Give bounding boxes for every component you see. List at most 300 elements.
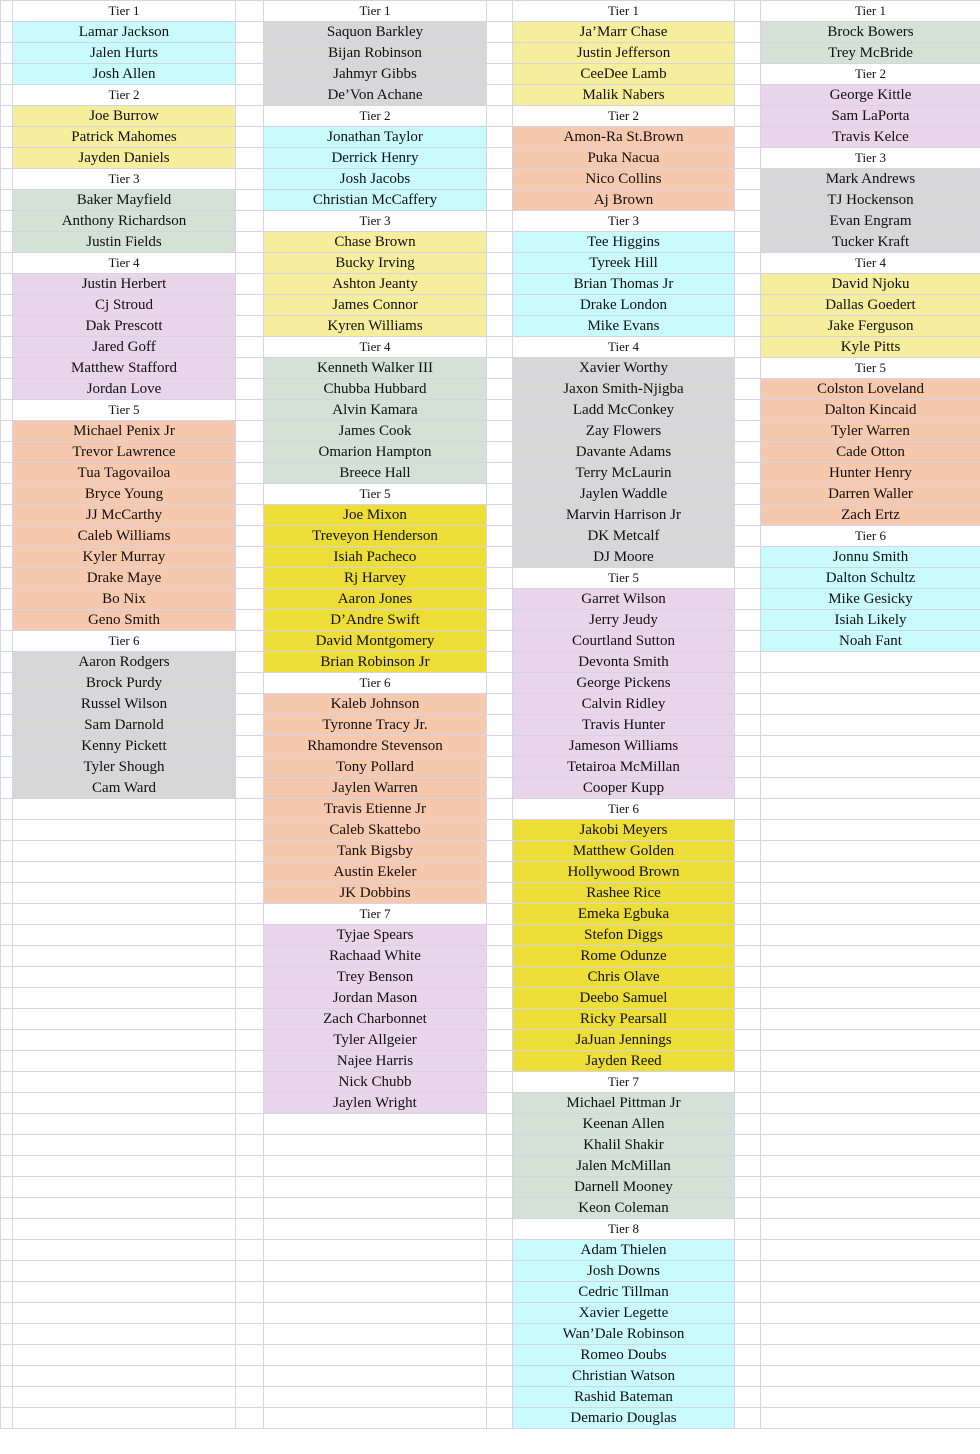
spacer-cell[interactable]: [1, 106, 13, 127]
empty-cell[interactable]: [761, 862, 980, 883]
empty-cell[interactable]: [761, 925, 980, 946]
spacer-cell[interactable]: [735, 295, 761, 316]
spacer-cell[interactable]: [487, 1177, 513, 1198]
spacer-cell[interactable]: [735, 85, 761, 106]
player-cell[interactable]: Jaylen Wright: [264, 1093, 487, 1114]
spacer-cell[interactable]: [236, 379, 264, 400]
empty-cell[interactable]: [264, 1114, 487, 1135]
spacer-cell[interactable]: [1, 1261, 13, 1282]
spacer-cell[interactable]: [236, 778, 264, 799]
player-cell[interactable]: Courtland Sutton: [513, 631, 735, 652]
spacer-cell[interactable]: [487, 358, 513, 379]
player-cell[interactable]: Kyler Murray: [13, 547, 236, 568]
spacer-cell[interactable]: [236, 925, 264, 946]
player-cell[interactable]: Adam Thielen: [513, 1240, 735, 1261]
player-cell[interactable]: Tyjae Spears: [264, 925, 487, 946]
player-cell[interactable]: Hollywood Brown: [513, 862, 735, 883]
player-cell[interactable]: Josh Jacobs: [264, 169, 487, 190]
empty-cell[interactable]: [264, 1177, 487, 1198]
spacer-cell[interactable]: [735, 715, 761, 736]
spacer-cell[interactable]: [735, 22, 761, 43]
spacer-cell[interactable]: [487, 1030, 513, 1051]
spacer-cell[interactable]: [1, 1051, 13, 1072]
player-cell[interactable]: Kenny Pickett: [13, 736, 236, 757]
player-cell[interactable]: Drake London: [513, 295, 735, 316]
player-cell[interactable]: Tee Higgins: [513, 232, 735, 253]
spacer-cell[interactable]: [487, 43, 513, 64]
spacer-cell[interactable]: [1, 274, 13, 295]
spacer-cell[interactable]: [236, 400, 264, 421]
empty-cell[interactable]: [264, 1156, 487, 1177]
player-cell[interactable]: Josh Allen: [13, 64, 236, 85]
player-cell[interactable]: Sam Darnold: [13, 715, 236, 736]
spacer-cell[interactable]: [487, 1387, 513, 1408]
player-cell[interactable]: Rhamondre Stevenson: [264, 736, 487, 757]
player-cell[interactable]: Jerry Jeudy: [513, 610, 735, 631]
player-cell[interactable]: Marvin Harrison Jr: [513, 505, 735, 526]
spacer-cell[interactable]: [1, 526, 13, 547]
spacer-cell[interactable]: [1, 1219, 13, 1240]
tier-header-cell[interactable]: Tier 2: [264, 106, 487, 127]
spacer-cell[interactable]: [1, 1387, 13, 1408]
spacer-cell[interactable]: [236, 1, 264, 22]
empty-cell[interactable]: [264, 1303, 487, 1324]
empty-cell[interactable]: [761, 1072, 980, 1093]
empty-cell[interactable]: [13, 1324, 236, 1345]
player-cell[interactable]: JJ McCarthy: [13, 505, 236, 526]
spacer-cell[interactable]: [1, 610, 13, 631]
empty-cell[interactable]: [13, 1135, 236, 1156]
spacer-cell[interactable]: [487, 631, 513, 652]
player-cell[interactable]: Bucky Irving: [264, 253, 487, 274]
player-cell[interactable]: Geno Smith: [13, 610, 236, 631]
tier-header-cell[interactable]: Tier 3: [513, 211, 735, 232]
spacer-cell[interactable]: [1, 841, 13, 862]
spacer-cell[interactable]: [1, 127, 13, 148]
empty-cell[interactable]: [761, 820, 980, 841]
player-cell[interactable]: Saquon Barkley: [264, 22, 487, 43]
player-cell[interactable]: Bijan Robinson: [264, 43, 487, 64]
spacer-cell[interactable]: [236, 1177, 264, 1198]
spacer-cell[interactable]: [236, 631, 264, 652]
spacer-cell[interactable]: [735, 1051, 761, 1072]
spacer-cell[interactable]: [735, 400, 761, 421]
player-cell[interactable]: Chase Brown: [264, 232, 487, 253]
player-cell[interactable]: Jaylen Waddle: [513, 484, 735, 505]
empty-cell[interactable]: [761, 1177, 980, 1198]
player-cell[interactable]: Cade Otton: [761, 442, 980, 463]
player-cell[interactable]: DK Metcalf: [513, 526, 735, 547]
player-cell[interactable]: Mike Gesicky: [761, 589, 980, 610]
spacer-cell[interactable]: [735, 169, 761, 190]
empty-cell[interactable]: [13, 967, 236, 988]
player-cell[interactable]: Noah Fant: [761, 631, 980, 652]
spacer-cell[interactable]: [487, 85, 513, 106]
spacer-cell[interactable]: [1, 1240, 13, 1261]
spacer-cell[interactable]: [487, 1219, 513, 1240]
player-cell[interactable]: Jahmyr Gibbs: [264, 64, 487, 85]
spacer-cell[interactable]: [236, 715, 264, 736]
spacer-cell[interactable]: [236, 1219, 264, 1240]
spacer-cell[interactable]: [1, 190, 13, 211]
player-cell[interactable]: Emeka Egbuka: [513, 904, 735, 925]
spacer-cell[interactable]: [735, 1198, 761, 1219]
player-cell[interactable]: Zach Ertz: [761, 505, 980, 526]
spacer-cell[interactable]: [487, 379, 513, 400]
tier-header-cell[interactable]: Tier 6: [264, 673, 487, 694]
spacer-cell[interactable]: [1, 505, 13, 526]
tier-header-cell[interactable]: Tier 5: [761, 358, 980, 379]
spacer-cell[interactable]: [487, 22, 513, 43]
spacer-cell[interactable]: [735, 379, 761, 400]
spacer-cell[interactable]: [487, 610, 513, 631]
spacer-cell[interactable]: [236, 1030, 264, 1051]
spacer-cell[interactable]: [735, 484, 761, 505]
tier-header-cell[interactable]: Tier 4: [761, 253, 980, 274]
spacer-cell[interactable]: [236, 526, 264, 547]
spacer-cell[interactable]: [1, 547, 13, 568]
spacer-cell[interactable]: [735, 127, 761, 148]
spacer-cell[interactable]: [1, 883, 13, 904]
spacer-cell[interactable]: [735, 463, 761, 484]
empty-cell[interactable]: [761, 1051, 980, 1072]
spacer-cell[interactable]: [735, 904, 761, 925]
spacer-cell[interactable]: [487, 1, 513, 22]
spacer-cell[interactable]: [487, 673, 513, 694]
spacer-cell[interactable]: [1, 652, 13, 673]
spacer-cell[interactable]: [735, 526, 761, 547]
player-cell[interactable]: Rashid Bateman: [513, 1387, 735, 1408]
spacer-cell[interactable]: [1, 1135, 13, 1156]
spacer-cell[interactable]: [735, 505, 761, 526]
spacer-cell[interactable]: [236, 232, 264, 253]
tier-header-cell[interactable]: Tier 4: [264, 337, 487, 358]
spacer-cell[interactable]: [236, 673, 264, 694]
player-cell[interactable]: Wan’Dale Robinson: [513, 1324, 735, 1345]
player-cell[interactable]: Calvin Ridley: [513, 694, 735, 715]
player-cell[interactable]: Dak Prescott: [13, 316, 236, 337]
player-cell[interactable]: Amon-Ra St.Brown: [513, 127, 735, 148]
empty-cell[interactable]: [761, 1366, 980, 1387]
empty-cell[interactable]: [761, 1114, 980, 1135]
empty-cell[interactable]: [13, 1030, 236, 1051]
spacer-cell[interactable]: [735, 610, 761, 631]
empty-cell[interactable]: [13, 1387, 236, 1408]
player-cell[interactable]: Tyreek Hill: [513, 253, 735, 274]
player-cell[interactable]: De’Von Achane: [264, 85, 487, 106]
player-cell[interactable]: JaJuan Jennings: [513, 1030, 735, 1051]
spacer-cell[interactable]: [236, 1051, 264, 1072]
player-cell[interactable]: Mark Andrews: [761, 169, 980, 190]
player-cell[interactable]: Hunter Henry: [761, 463, 980, 484]
player-cell[interactable]: Nick Chubb: [264, 1072, 487, 1093]
tier-header-cell[interactable]: Tier 3: [264, 211, 487, 232]
spacer-cell[interactable]: [1, 379, 13, 400]
spacer-cell[interactable]: [735, 1282, 761, 1303]
spacer-cell[interactable]: [1, 1072, 13, 1093]
spacer-cell[interactable]: [487, 463, 513, 484]
spacer-cell[interactable]: [487, 526, 513, 547]
empty-cell[interactable]: [264, 1198, 487, 1219]
player-cell[interactable]: TJ Hockenson: [761, 190, 980, 211]
spacer-cell[interactable]: [1, 337, 13, 358]
spacer-cell[interactable]: [735, 799, 761, 820]
spacer-cell[interactable]: [487, 316, 513, 337]
empty-cell[interactable]: [264, 1261, 487, 1282]
spacer-cell[interactable]: [487, 946, 513, 967]
spacer-cell[interactable]: [735, 337, 761, 358]
spacer-cell[interactable]: [1, 631, 13, 652]
spacer-cell[interactable]: [487, 1156, 513, 1177]
player-cell[interactable]: Demario Douglas: [513, 1408, 735, 1429]
tier-header-cell[interactable]: Tier 4: [13, 253, 236, 274]
spacer-cell[interactable]: [735, 736, 761, 757]
spacer-cell[interactable]: [735, 820, 761, 841]
empty-cell[interactable]: [761, 841, 980, 862]
spacer-cell[interactable]: [735, 1240, 761, 1261]
tier-header-cell[interactable]: Tier 6: [761, 526, 980, 547]
player-cell[interactable]: Rashee Rice: [513, 883, 735, 904]
player-cell[interactable]: Jordan Love: [13, 379, 236, 400]
player-cell[interactable]: Derrick Henry: [264, 148, 487, 169]
empty-cell[interactable]: [13, 1240, 236, 1261]
spacer-cell[interactable]: [236, 22, 264, 43]
player-cell[interactable]: Omarion Hampton: [264, 442, 487, 463]
spacer-cell[interactable]: [1, 904, 13, 925]
spacer-cell[interactable]: [487, 652, 513, 673]
player-cell[interactable]: Jameson Williams: [513, 736, 735, 757]
spacer-cell[interactable]: [236, 295, 264, 316]
spacer-cell[interactable]: [735, 43, 761, 64]
spacer-cell[interactable]: [236, 148, 264, 169]
spacer-cell[interactable]: [735, 421, 761, 442]
tier-header-cell[interactable]: Tier 2: [761, 64, 980, 85]
spacer-cell[interactable]: [1, 169, 13, 190]
spacer-cell[interactable]: [236, 463, 264, 484]
empty-cell[interactable]: [13, 1093, 236, 1114]
player-cell[interactable]: D’Andre Swift: [264, 610, 487, 631]
empty-cell[interactable]: [761, 1408, 980, 1429]
spacer-cell[interactable]: [735, 1072, 761, 1093]
player-cell[interactable]: Evan Engram: [761, 211, 980, 232]
spacer-cell[interactable]: [1, 568, 13, 589]
player-cell[interactable]: Cj Stroud: [13, 295, 236, 316]
player-cell[interactable]: Tyler Allgeier: [264, 1030, 487, 1051]
player-cell[interactable]: Tucker Kraft: [761, 232, 980, 253]
player-cell[interactable]: Caleb Williams: [13, 526, 236, 547]
spacer-cell[interactable]: [487, 1366, 513, 1387]
player-cell[interactable]: Romeo Doubs: [513, 1345, 735, 1366]
player-cell[interactable]: Darnell Mooney: [513, 1177, 735, 1198]
empty-cell[interactable]: [761, 778, 980, 799]
empty-cell[interactable]: [13, 1219, 236, 1240]
spacer-cell[interactable]: [735, 1219, 761, 1240]
spacer-cell[interactable]: [735, 946, 761, 967]
spacer-cell[interactable]: [236, 337, 264, 358]
player-cell[interactable]: Nico Collins: [513, 169, 735, 190]
spacer-cell[interactable]: [1, 85, 13, 106]
spacer-cell[interactable]: [735, 1387, 761, 1408]
spacer-cell[interactable]: [1, 1, 13, 22]
spacer-cell[interactable]: [1, 1366, 13, 1387]
empty-cell[interactable]: [264, 1387, 487, 1408]
spacer-cell[interactable]: [487, 589, 513, 610]
player-cell[interactable]: Bo Nix: [13, 589, 236, 610]
empty-cell[interactable]: [13, 862, 236, 883]
player-cell[interactable]: Jonnu Smith: [761, 547, 980, 568]
player-cell[interactable]: Michael Penix Jr: [13, 421, 236, 442]
spacer-cell[interactable]: [487, 715, 513, 736]
spacer-cell[interactable]: [487, 862, 513, 883]
player-cell[interactable]: Sam LaPorta: [761, 106, 980, 127]
spacer-cell[interactable]: [236, 442, 264, 463]
spacer-cell[interactable]: [236, 1135, 264, 1156]
player-cell[interactable]: David Montgomery: [264, 631, 487, 652]
spacer-cell[interactable]: [1, 421, 13, 442]
spacer-cell[interactable]: [236, 547, 264, 568]
spacer-cell[interactable]: [735, 1324, 761, 1345]
player-cell[interactable]: David Njoku: [761, 274, 980, 295]
spacer-cell[interactable]: [487, 295, 513, 316]
spacer-cell[interactable]: [487, 253, 513, 274]
spacer-cell[interactable]: [735, 1261, 761, 1282]
spacer-cell[interactable]: [1, 778, 13, 799]
player-cell[interactable]: Colston Loveland: [761, 379, 980, 400]
player-cell[interactable]: Zach Charbonnet: [264, 1009, 487, 1030]
player-cell[interactable]: Khalil Shakir: [513, 1135, 735, 1156]
spacer-cell[interactable]: [1, 946, 13, 967]
player-cell[interactable]: Tyler Warren: [761, 421, 980, 442]
empty-cell[interactable]: [13, 904, 236, 925]
empty-cell[interactable]: [13, 1072, 236, 1093]
player-cell[interactable]: Kyle Pitts: [761, 337, 980, 358]
spacer-cell[interactable]: [487, 337, 513, 358]
spacer-cell[interactable]: [735, 1093, 761, 1114]
spacer-cell[interactable]: [236, 589, 264, 610]
spacer-cell[interactable]: [1, 316, 13, 337]
spacer-cell[interactable]: [236, 862, 264, 883]
player-cell[interactable]: CeeDee Lamb: [513, 64, 735, 85]
spacer-cell[interactable]: [735, 988, 761, 1009]
empty-cell[interactable]: [761, 757, 980, 778]
empty-cell[interactable]: [13, 1303, 236, 1324]
spacer-cell[interactable]: [735, 547, 761, 568]
player-cell[interactable]: Patrick Mahomes: [13, 127, 236, 148]
player-cell[interactable]: Chubba Hubbard: [264, 379, 487, 400]
spacer-cell[interactable]: [735, 589, 761, 610]
player-cell[interactable]: Kenneth Walker III: [264, 358, 487, 379]
spacer-cell[interactable]: [1, 736, 13, 757]
spacer-cell[interactable]: [236, 820, 264, 841]
spacer-cell[interactable]: [487, 106, 513, 127]
spacer-cell[interactable]: [1, 1093, 13, 1114]
spacer-cell[interactable]: [487, 967, 513, 988]
empty-cell[interactable]: [13, 1156, 236, 1177]
spacer-cell[interactable]: [487, 1240, 513, 1261]
spacer-cell[interactable]: [1, 820, 13, 841]
player-cell[interactable]: Xavier Worthy: [513, 358, 735, 379]
spacer-cell[interactable]: [735, 1156, 761, 1177]
spacer-cell[interactable]: [236, 1198, 264, 1219]
empty-cell[interactable]: [13, 988, 236, 1009]
player-cell[interactable]: Kaleb Johnson: [264, 694, 487, 715]
player-cell[interactable]: Ashton Jeanty: [264, 274, 487, 295]
player-cell[interactable]: Bryce Young: [13, 484, 236, 505]
spacer-cell[interactable]: [487, 778, 513, 799]
tier-header-cell[interactable]: Tier 2: [13, 85, 236, 106]
spacer-cell[interactable]: [1, 1114, 13, 1135]
spacer-cell[interactable]: [487, 274, 513, 295]
spacer-cell[interactable]: [735, 757, 761, 778]
spacer-cell[interactable]: [236, 106, 264, 127]
player-cell[interactable]: Jalen Hurts: [13, 43, 236, 64]
tier-header-cell[interactable]: Tier 6: [513, 799, 735, 820]
spacer-cell[interactable]: [1, 442, 13, 463]
spacer-cell[interactable]: [487, 1072, 513, 1093]
empty-cell[interactable]: [13, 946, 236, 967]
spacer-cell[interactable]: [487, 547, 513, 568]
empty-cell[interactable]: [264, 1366, 487, 1387]
player-cell[interactable]: Tank Bigsby: [264, 841, 487, 862]
spacer-cell[interactable]: [487, 883, 513, 904]
spacer-cell[interactable]: [236, 253, 264, 274]
spacer-cell[interactable]: [236, 127, 264, 148]
spacer-cell[interactable]: [735, 148, 761, 169]
spacer-cell[interactable]: [487, 1345, 513, 1366]
spacer-cell[interactable]: [236, 43, 264, 64]
tier-header-cell[interactable]: Tier 1: [761, 1, 980, 22]
spacer-cell[interactable]: [236, 316, 264, 337]
spacer-cell[interactable]: [487, 1093, 513, 1114]
spacer-cell[interactable]: [1, 1009, 13, 1030]
spacer-cell[interactable]: [735, 967, 761, 988]
player-cell[interactable]: Ladd McConkey: [513, 400, 735, 421]
spacer-cell[interactable]: [1, 22, 13, 43]
empty-cell[interactable]: [761, 1303, 980, 1324]
empty-cell[interactable]: [761, 1261, 980, 1282]
player-cell[interactable]: Justin Jefferson: [513, 43, 735, 64]
player-cell[interactable]: Davante Adams: [513, 442, 735, 463]
empty-cell[interactable]: [761, 1156, 980, 1177]
empty-cell[interactable]: [761, 988, 980, 1009]
player-cell[interactable]: Alvin Kamara: [264, 400, 487, 421]
spacer-cell[interactable]: [487, 820, 513, 841]
spacer-cell[interactable]: [735, 1345, 761, 1366]
empty-cell[interactable]: [13, 1051, 236, 1072]
spacer-cell[interactable]: [1, 589, 13, 610]
player-cell[interactable]: Dalton Kincaid: [761, 400, 980, 421]
spacer-cell[interactable]: [735, 1366, 761, 1387]
spacer-cell[interactable]: [236, 1387, 264, 1408]
empty-cell[interactable]: [761, 1030, 980, 1051]
spacer-cell[interactable]: [1, 862, 13, 883]
spacer-cell[interactable]: [236, 1303, 264, 1324]
player-cell[interactable]: Rj Harvey: [264, 568, 487, 589]
spacer-cell[interactable]: [236, 484, 264, 505]
spacer-cell[interactable]: [1, 694, 13, 715]
empty-cell[interactable]: [13, 820, 236, 841]
spacer-cell[interactable]: [487, 1261, 513, 1282]
player-cell[interactable]: Jalen McMillan: [513, 1156, 735, 1177]
empty-cell[interactable]: [13, 1009, 236, 1030]
spacer-cell[interactable]: [487, 1009, 513, 1030]
empty-cell[interactable]: [761, 1240, 980, 1261]
spacer-cell[interactable]: [735, 1135, 761, 1156]
player-cell[interactable]: Kyren Williams: [264, 316, 487, 337]
player-cell[interactable]: Najee Harris: [264, 1051, 487, 1072]
player-cell[interactable]: Jayden Daniels: [13, 148, 236, 169]
player-cell[interactable]: Tua Tagovailoa: [13, 463, 236, 484]
